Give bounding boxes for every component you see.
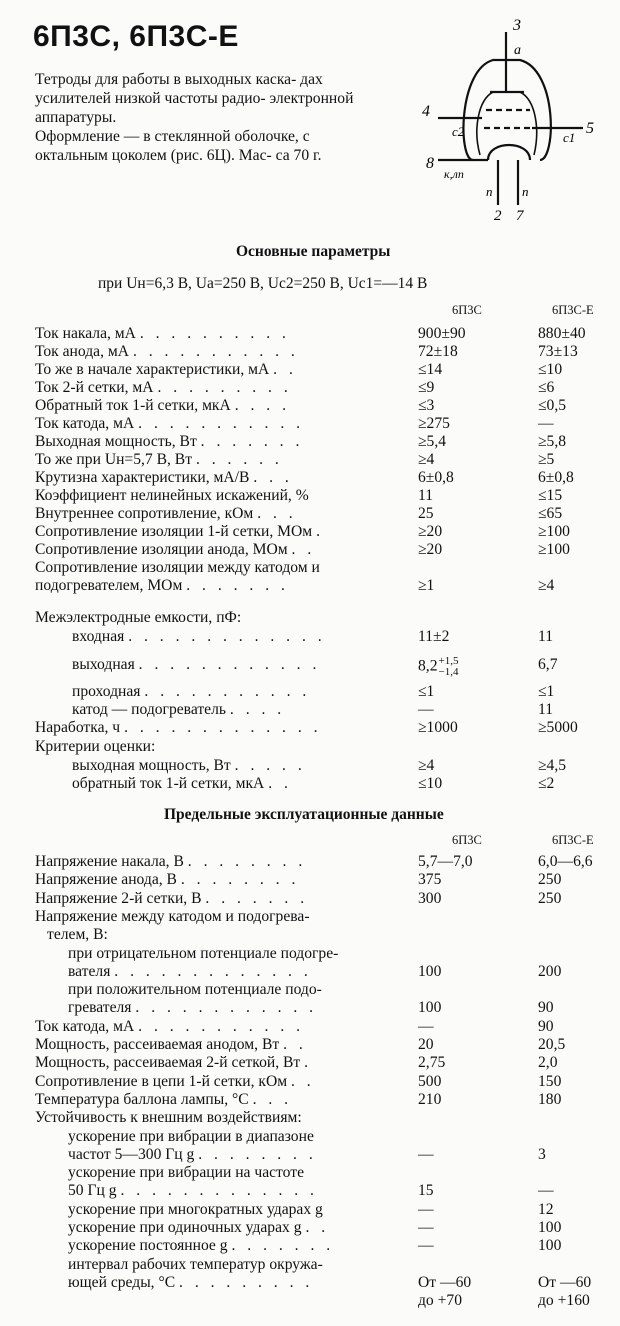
table-row (0, 1128, 620, 1146)
table-row (0, 655, 620, 678)
table-row (0, 361, 620, 379)
row-value-6p3s-e: до +160 (538, 1292, 590, 1310)
table-row (0, 469, 620, 487)
row-value-6p3s-e: 100 (538, 1237, 562, 1255)
row-value-6p3s-e: 12 (538, 1200, 554, 1218)
table-row (0, 999, 620, 1017)
column-header-6p3s: 6П3С (452, 303, 482, 317)
row-label: 50 Гц g . . . . . . . . . . . . . (68, 1182, 318, 1200)
row-value-6p3s-e: 2,0 (538, 1054, 558, 1072)
row-value-6p3s: 8,2 +1,5 −1,4 (418, 655, 459, 678)
table-row (0, 559, 620, 577)
row-value-6p3s: до +70 (418, 1292, 463, 1310)
row-value-6p3s: ≥20 (418, 523, 443, 540)
row-label: ускорение при одиночных ударах g . . (68, 1219, 330, 1236)
row-label: Напряжение между катодом и подогрева- (35, 907, 310, 925)
row-value-6p3s: 5,7—7,0 (418, 853, 473, 870)
table-row (0, 908, 620, 926)
pin-number-bottom-right: 7 (516, 208, 524, 220)
table-row (0, 628, 620, 646)
pin-number-left-upper: 4 (422, 103, 430, 120)
table-row (0, 1182, 620, 1200)
row-label: Ток анода, мА . . . . . . . . . . . (35, 343, 299, 360)
row-value-6p3s: 2,75 (418, 1054, 446, 1072)
row-value-6p3s: ≥4 (418, 757, 435, 774)
heater-label-right: п (522, 184, 529, 199)
row-value-6p3s: — (418, 1219, 434, 1236)
row-value-6p3s: ≥275 (418, 415, 450, 432)
runtime-row (0, 719, 620, 737)
row-value-6p3s: 900±90 (418, 325, 466, 342)
row-label: Сопротивление изоляции 1-й сетки, МОм . (35, 523, 324, 540)
row-value-6p3s: ≥5,4 (418, 433, 447, 450)
table-row (0, 487, 620, 505)
row-label: Напряжение накала, В . . . . . . . . (35, 853, 307, 870)
runtime-label: Наработка, ч . . . . . . . . . . . . . (35, 719, 322, 736)
table-row (0, 963, 620, 981)
row-label: Мощность, рассеиваемая анодом, Вт . . (35, 1036, 307, 1053)
column-header-6p3s-e: 6П3С-Е (552, 303, 594, 317)
row-value-6p3s: ≤3 (418, 397, 435, 414)
row-value-6p3s: 375 (418, 871, 442, 889)
row-value-6p3s-e: 250 (538, 889, 562, 907)
row-value-6p3s: 210 (418, 1090, 442, 1108)
table-row (0, 1109, 620, 1127)
row-label: Устойчивость к внешним воздействиям: (35, 1109, 302, 1127)
row-value-6p3s-e: 90 (538, 1017, 554, 1035)
table-row (0, 683, 620, 701)
row-label: ющей среды, °С . . . . . . . . . (68, 1273, 314, 1291)
table-row (0, 1018, 620, 1036)
row-label: То же при Uн=5,7 В, Вт . . . . . . (35, 451, 283, 468)
table-row (0, 1219, 620, 1237)
row-value-6p3s-e: 90 (538, 999, 554, 1017)
row-value-6p3s: — (418, 1237, 434, 1255)
table-row (0, 505, 620, 523)
row-value-6p3s: ≥20 (418, 541, 443, 558)
table-row (0, 981, 620, 999)
row-label: Коэффициент нелинейных искажений, % (35, 487, 309, 504)
row-value-6p3s: 100 (418, 999, 442, 1017)
row-label: при положительном потенциале подо- (68, 981, 322, 999)
row-label: ускорение при многократных ударах g (68, 1200, 323, 1218)
table-row (0, 926, 620, 944)
row-value-6p3s-e: — (538, 415, 554, 432)
table-row (0, 775, 620, 793)
row-value-6p3s-e: — (538, 1182, 554, 1200)
table-row (0, 523, 620, 541)
row-label: Внутреннее сопротивление, кОм . . . (35, 505, 297, 522)
table-row (0, 1292, 620, 1310)
row-value-6p3s-e: 73±13 (538, 343, 578, 360)
row-label: Сопротивление в цепи 1-й сетки, кОм . . (35, 1072, 315, 1090)
table-row (0, 433, 620, 451)
table-row (0, 945, 620, 963)
limits-heading: Предельные эксплуатационные данные (164, 806, 444, 823)
table-row (0, 1237, 620, 1255)
table-row (0, 577, 620, 595)
row-value-6p3s: ≤10 (418, 775, 443, 792)
row-value-6p3s: 100 (418, 962, 442, 980)
row-value-6p3s-e: 100 (538, 1219, 562, 1236)
row-value-6p3s-e: ≥4,5 (538, 757, 567, 774)
row-value-6p3s-e: 150 (538, 1072, 562, 1090)
table-row (0, 1036, 620, 1054)
runtime-value-6p3s-e: ≥5000 (538, 719, 578, 736)
row-value-6p3s: ≥1 (418, 577, 435, 594)
table-row (0, 379, 620, 397)
row-value-6p3s: — (418, 1200, 434, 1218)
row-label: катод — подогреватель . . . . (72, 701, 286, 718)
row-value-6p3s-e: ≤0,5 (538, 397, 567, 414)
grid1-label: c1 (563, 130, 576, 145)
row-label: ускорение постоянное g . . . . . . . (68, 1237, 335, 1255)
row-value-6p3s-e: 6,0—6,6 (538, 853, 593, 870)
pin-number-top: 3 (513, 17, 521, 34)
row-value-6p3s: ≤9 (418, 379, 435, 396)
row-value-6p3s: 500 (418, 1072, 442, 1090)
row-value-6p3s: 25 (418, 505, 434, 522)
row-label: Выходная мощность, Вт . . . . . . . (35, 433, 304, 450)
row-label: Напряжение анода, В . . . . . . . . (35, 871, 300, 889)
row-label: проходная . . . . . . . . . . . (72, 683, 311, 700)
row-label: Крутизна характеристики, мА/В . . . (35, 469, 293, 486)
row-label: Напряжение 2-й сетки, В . . . . . . . (35, 889, 309, 907)
measurement-conditions: при Uн=6,3 В, Uа=250 В, Uс2=250 В, Uс1=—14 В (98, 275, 428, 292)
row-label: Ток накала, мА . . . . . . . . . . (35, 325, 290, 342)
table-row (0, 1201, 620, 1219)
row-value-6p3s-e: 180 (538, 1090, 562, 1108)
table-row (0, 451, 620, 469)
row-value-6p3s-e: ≥100 (538, 541, 570, 558)
row-label: при отрицательном потенциале подогре- (68, 944, 339, 962)
row-value-6p3s-e: 250 (538, 871, 562, 889)
row-value-6p3s: — (418, 1017, 434, 1035)
row-label: телем, В: (47, 926, 108, 944)
limits-column-header-6p3s: 6П3С (452, 833, 482, 847)
row-label: интервал рабочих температур окружа- (68, 1255, 323, 1273)
row-label: Мощность, рассеиваемая 2-й сеткой, Вт . (35, 1054, 313, 1072)
limits-column-header-6p3s-e: 6П3С-Е (552, 833, 594, 847)
capacitance-heading: Межэлектродные емкости, пФ: (35, 609, 242, 626)
table-row (0, 1073, 620, 1091)
row-value-6p3s-e: ≤10 (538, 361, 563, 378)
table-row (0, 1054, 620, 1072)
table-row (0, 1256, 620, 1274)
row-label: частот 5—300 Гц g . . . . . . . . (68, 1145, 317, 1163)
pin-number-left-lower: 8 (426, 155, 434, 172)
row-value-6p3s: 6±0,8 (418, 469, 454, 486)
row-value-6p3s: ≤14 (418, 361, 443, 378)
row-value-6p3s-e: 6,7 (538, 656, 558, 673)
row-value-6p3s: ≤1 (418, 683, 435, 700)
anode-label: a (514, 43, 521, 58)
row-value-6p3s-e: ≤15 (538, 487, 563, 504)
row-value-6p3s: От —60 (418, 1273, 472, 1291)
row-label: подогревателем, МОм . . . . . . . (35, 577, 289, 594)
grid2-label: c2 (452, 124, 465, 139)
row-value-6p3s: 15 (418, 1182, 434, 1200)
main-parameters-heading: Основные параметры (236, 243, 391, 260)
pin-number-bottom-left: 2 (494, 208, 502, 220)
cathode-arc (488, 145, 530, 160)
row-label: Сопротивление изоляции анода, МОм . . (35, 541, 316, 558)
row-value-6p3s-e: 11 (538, 628, 554, 645)
row-value-6p3s-e: 200 (538, 962, 562, 980)
row-label: входная . . . . . . . . . . . . . (72, 628, 326, 645)
criteria-heading: Критерии оценки: (35, 738, 156, 755)
row-label: гревателя . . . . . . . . . . . . (68, 999, 318, 1017)
table-row (0, 1146, 620, 1164)
row-value-6p3s: 11 (418, 487, 434, 504)
row-label: обратный ток 1-й сетки, мкА . . (72, 775, 292, 792)
row-value-6p3s-e: ≥4 (538, 577, 555, 594)
row-value-6p3s-e: От —60 (538, 1273, 592, 1291)
row-value-6p3s-e: 6±0,8 (538, 469, 574, 486)
row-value-6p3s: — (418, 701, 434, 718)
row-value-6p3s-e: ≥5,8 (538, 433, 567, 450)
table-row (0, 701, 620, 719)
pin-number-right: 5 (586, 120, 594, 137)
row-label: ускорение при вибрации в диапазоне (68, 1127, 314, 1145)
table-row (0, 343, 620, 361)
table-row (0, 757, 620, 775)
row-value-6p3s-e: ≤6 (538, 379, 555, 396)
row-label: Ток 2-й сетки, мА . . . . . . . . . (35, 379, 292, 396)
row-label: Обратный ток 1-й сетки, мкА . . . . (35, 397, 290, 414)
row-value-6p3s: 300 (418, 889, 442, 907)
row-value-6p3s-e: ≤65 (538, 505, 563, 522)
tube-schematic-diagram (418, 10, 598, 220)
row-value-6p3s-e: 880±40 (538, 325, 586, 342)
row-value-6p3s: — (418, 1145, 434, 1163)
table-row (0, 325, 620, 343)
row-label: выходная мощность, Вт . . . . . (72, 757, 306, 774)
row-value-6p3s: 20 (418, 1036, 434, 1053)
row-value-6p3s: 11±2 (418, 628, 450, 645)
tolerance-fraction: +1,5 −1,4 (438, 655, 459, 678)
heater-label-left: п (486, 184, 493, 199)
cathode-label: к,лп (444, 167, 464, 181)
intro-paragraph-purpose: Тетроды для работы в выходных каска- дах усилителей низкой частоты радио- электронной аппаратуры. (35, 71, 354, 126)
row-value-6p3s-e: ≥5 (538, 451, 555, 468)
row-value-6p3s-e: 3 (538, 1145, 546, 1163)
row-label: выходная . . . . . . . . . . . . (72, 656, 321, 673)
table-row (0, 871, 620, 889)
row-value-6p3s-e: 20,5 (538, 1036, 566, 1053)
row-label: Ток катода, мА . . . . . . . . . . . (35, 415, 305, 432)
table-row (0, 1091, 620, 1109)
runtime-value-6p3s: ≥1000 (418, 719, 458, 736)
table-row (0, 397, 620, 415)
row-label: Температура баллона лампы, °С . . . (35, 1090, 293, 1108)
row-label: вателя . . . . . . . . . . . . . (68, 962, 312, 980)
row-label: Сопротивление изоляции между катодом и (35, 559, 320, 576)
row-value-6p3s-e: ≥100 (538, 523, 570, 540)
row-label: Ток катода, мА . . . . . . . . . . . (35, 1017, 305, 1035)
table-row (0, 541, 620, 559)
table-row (0, 890, 620, 908)
table-row (0, 853, 620, 871)
table-row (0, 1164, 620, 1182)
row-label: То же в начале характеристики, мА . . (35, 361, 297, 378)
intro-paragraph-design: Оформление — в стеклянной оболочке, с октальным цоколем (рис. 6Ц). Мас- са 70 г. (35, 128, 322, 164)
row-value-6p3s-e: ≤2 (538, 775, 555, 792)
page-title: 6П3С, 6П3С-Е (33, 20, 239, 53)
row-value-6p3s-e: 11 (538, 701, 554, 718)
row-label: ускорение при вибрации на частоте (68, 1164, 304, 1182)
table-row (0, 1274, 620, 1292)
row-value-6p3s-e: ≤1 (538, 683, 555, 700)
row-value-6p3s: 72±18 (418, 343, 458, 360)
intro-text (35, 70, 385, 165)
row-value-6p3s: ≥4 (418, 451, 435, 468)
table-row (0, 415, 620, 433)
